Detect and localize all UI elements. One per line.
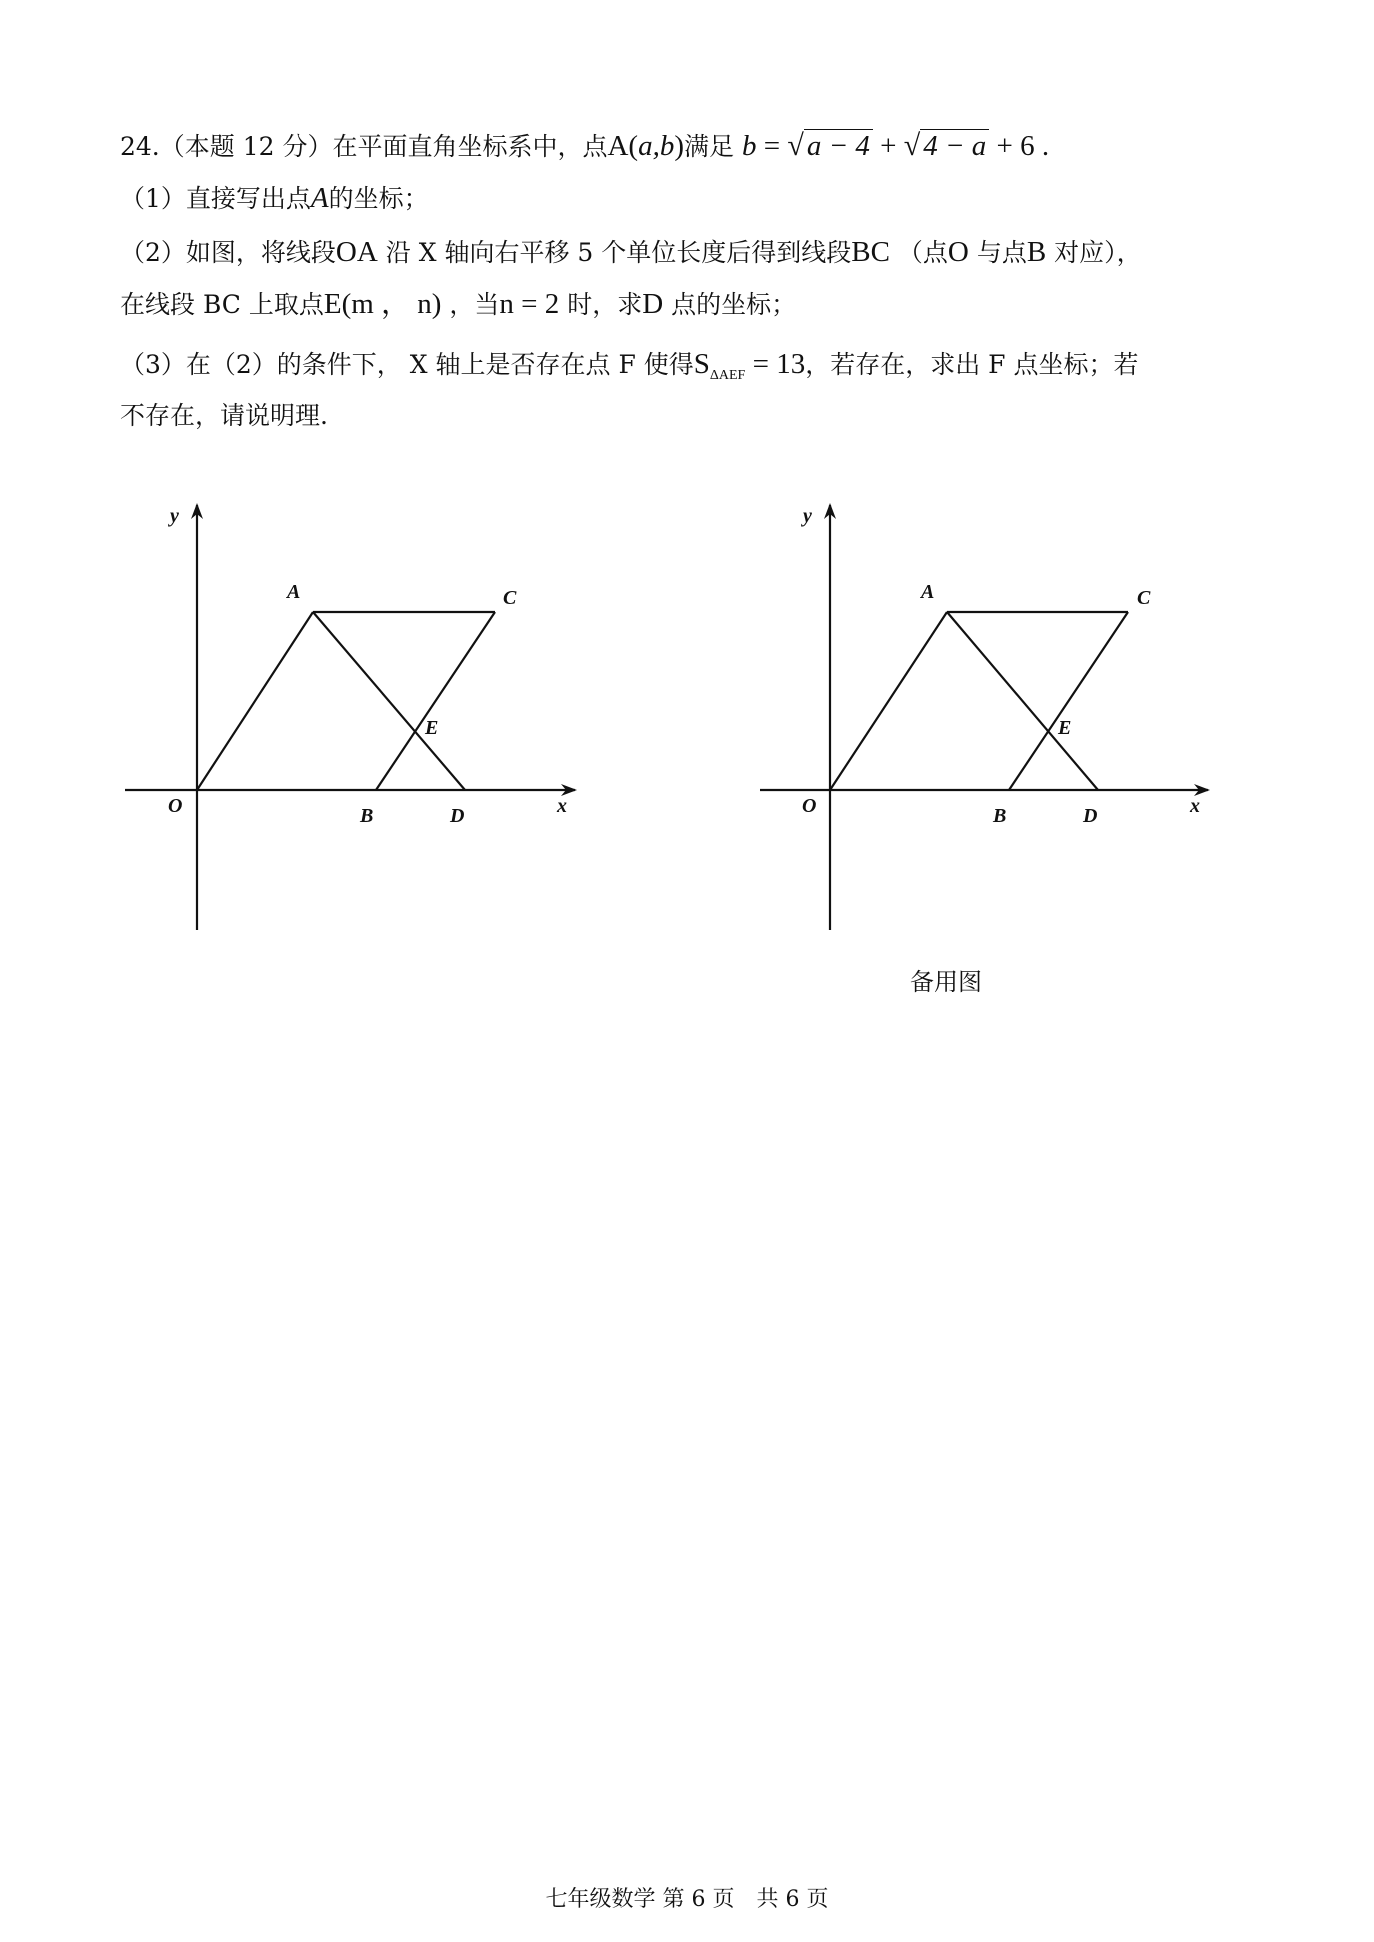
- label-c: C: [503, 587, 517, 609]
- segment-bc: BC: [851, 236, 890, 268]
- label-c-spare: C: [1137, 587, 1151, 609]
- label-x: x: [557, 795, 567, 817]
- spare-figure-caption: 备用图: [910, 968, 982, 996]
- point-a-symbol: A(a,b): [607, 130, 685, 162]
- problem-header: 24.（本题 12 分）在平面直角坐标系中，点: [120, 132, 608, 161]
- part2-line1: （2）如图，将线段OA 沿 X 轴向右平移 5 个单位长度后得到线段BC （点O 与点B 对应），: [120, 236, 1142, 268]
- part1-line: （1）直接写出点A的坐标；: [120, 182, 429, 214]
- sqrt-term-1: √ a − 4: [787, 128, 873, 164]
- part1-point-a: A: [310, 182, 329, 214]
- label-o: O: [168, 795, 183, 817]
- label-d: D: [450, 805, 465, 827]
- part2-line2: 在线段 BC 上取点E(m ， n) ，当n = 2 时，求D 点的坐标；: [120, 288, 797, 320]
- label-e: E: [425, 717, 439, 739]
- label-o-spare: O: [802, 795, 817, 817]
- segment-oa-line-spare: [830, 612, 947, 790]
- n-value: n = 2: [499, 288, 560, 320]
- segment-bc-line-spare: [1009, 612, 1128, 790]
- area-expression: $S_{\Delta AEF} = 13$: [693, 348, 806, 383]
- segment-ad-line-spare: [947, 612, 1098, 790]
- part3-line2: 不存在，请说明理.: [120, 401, 328, 430]
- satisfy-text: 满足: [684, 132, 735, 161]
- label-y: y: [170, 505, 179, 527]
- part3-line1: （3）在（2）的条件下， X 轴上是否存在点 F 使得$S_{\Delta AEF} = 13$，若存在，求出 F 点坐标；若: [120, 348, 1139, 383]
- label-a-spare: A: [921, 581, 935, 603]
- equation: b = √ a − 4 + √ 4 − a + 6 .: [741, 129, 1050, 162]
- label-b: B: [360, 805, 374, 827]
- page-footer: 七年级数学 第 6 页 共 6 页: [545, 1887, 829, 1912]
- label-a: A: [287, 581, 301, 603]
- label-x-spare: x: [1190, 795, 1200, 817]
- label-e-spare: E: [1058, 717, 1072, 739]
- segment-oa: OA: [335, 236, 378, 268]
- point-e-coords: E(m ， n): [323, 288, 442, 320]
- sqrt-term-2: √ 4 − a: [904, 128, 990, 164]
- label-y-spare: y: [803, 505, 812, 527]
- label-b-spare: B: [993, 805, 1007, 827]
- label-d-spare: D: [1083, 805, 1098, 827]
